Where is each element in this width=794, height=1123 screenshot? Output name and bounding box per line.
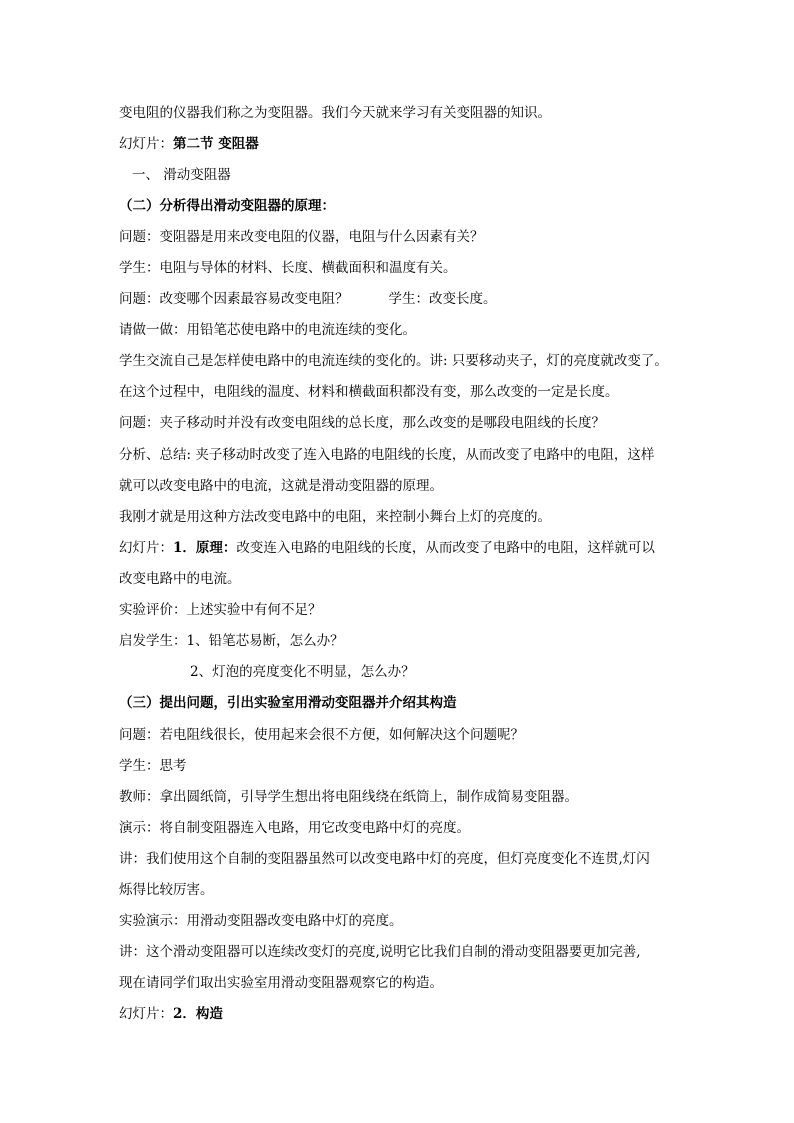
slide-principle-line	[119, 538, 655, 558]
paragraph-line: 烁得比较厉害。	[119, 882, 214, 898]
slide-label: 幻灯片：	[119, 1006, 173, 1022]
paragraph-line: 问题：若电阻线很长，使用起来会很不方便，如何解决这个问题呢？	[119, 727, 524, 743]
principle-text: 改变连入电路的电阻线的长度，从而改变了电路中的电阻，这样就可以	[236, 540, 655, 556]
paragraph-line: 讲：我们使用这个自制的变阻器虽然可以改变电路中灯的亮度，但灯亮度变化不连贯,灯闪	[119, 851, 650, 867]
answer-text: 学生：改变长度。	[388, 291, 497, 307]
subsection-heading: （三）提出问题，引出实验室用滑动变阻器并介绍其构造	[119, 695, 457, 711]
section-title: 第二节 变阻器	[173, 136, 259, 152]
paragraph-line: 现在请同学们取出实验室用滑动变阻器观察它的构造。	[119, 975, 443, 991]
paragraph-line: 在这个过程中，电阻线的温度、材料和横截面积都没有变，那么改变的一定是长度。	[119, 384, 619, 400]
paragraph-line: 讲：这个滑动变阻器可以连续改变灯的亮度,说明它比我们自制的滑动变阻器要更加完善,	[119, 944, 641, 960]
list-heading: 一、 滑动变阻器	[132, 167, 231, 183]
paragraph-line: 学生：思考	[119, 758, 187, 774]
paragraph-line: 教师：拿出圆纸筒，引导学生想出将电阻线绕在纸筒上，制作成简易变阻器。	[119, 789, 578, 805]
slide-heading-line	[119, 134, 259, 154]
question-text: 问题：改变哪个因素最容易改变电阻？	[119, 291, 349, 307]
paragraph-line: 我刚才就是用这种方法改变电路中的电阻，来控制小舞台上灯的亮度的。	[119, 509, 551, 525]
paragraph-line: 改变电路中的电流。	[119, 571, 241, 587]
paragraph-line: 变电阻的仪器我们称之为变阻器。我们今天就来学习有关变阻器的知识。	[119, 105, 551, 121]
paragraph-line: 学生：电阻与导体的材料、长度、横截面积和温度有关。	[119, 260, 457, 276]
paragraph-line: 请做一做：用铅笔芯使电路中的电流连续的变化。	[119, 322, 416, 338]
paragraph-line: 就可以改变电路中的电流，这就是滑动变阻器的原理。	[119, 478, 443, 494]
slide-structure-line	[119, 1004, 223, 1024]
paragraph-line: 学生交流自己是怎样使电路中的电流连续的变化的。讲: 只要移动夹子，灯的亮度就改变了。	[119, 353, 668, 369]
paragraph-line: 启发学生：1、铅笔芯易断，怎么办？	[119, 633, 344, 649]
paragraph-line: 问题：变阻器是用来改变电阻的仪器，电阻与什么因素有关？	[119, 229, 484, 245]
slide-label: 幻灯片：	[119, 136, 173, 152]
principle-title: 1．原理：	[173, 540, 237, 556]
slide-label: 幻灯片：	[119, 540, 173, 556]
paragraph-line: 实验演示：用滑动变阻器改变电路中灯的亮度。	[119, 913, 403, 929]
paragraph-line: 2、灯泡的亮度变化不明显，怎么办？	[190, 664, 415, 680]
paragraph-line: 问题：夹子移动时并没有改变电阻线的总长度，那么改变的是哪段电阻线的长度？	[119, 415, 605, 431]
paragraph-line	[119, 289, 497, 309]
paragraph-line: 分析、总结: 夹子移动时改变了连入电路的电阻线的长度，从而改变了电路中的电阻，这样	[119, 447, 655, 463]
paragraph-line: 演示：将自制变阻器连入电路，用它改变电路中灯的亮度。	[119, 820, 470, 836]
subsection-heading: （二）分析得出滑动变阻器的原理：	[119, 198, 335, 214]
structure-title: 2．构造	[173, 1006, 223, 1022]
paragraph-line: 实验评价：上述实验中有何不足？	[119, 602, 322, 618]
